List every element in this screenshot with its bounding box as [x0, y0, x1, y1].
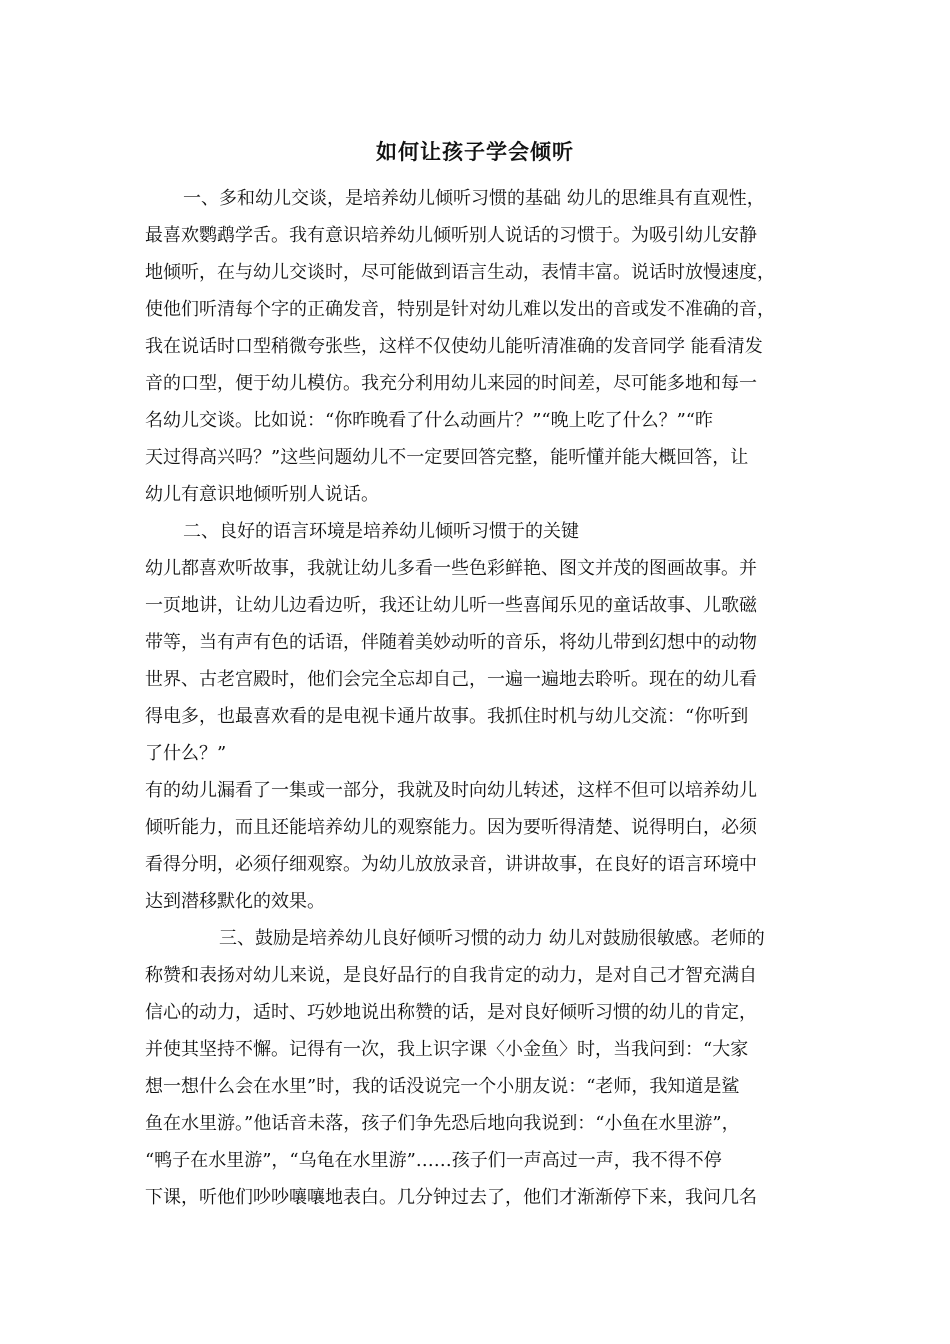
text-line: 称赞和表扬对幼儿来说，是良好品行的自我肯定的动力，是对自己才智充满自: [145, 965, 757, 986]
text-line: 一页地讲，让幼儿边看边听，我还让幼儿听一些喜闻乐见的童话故事、儿歌磁: [145, 595, 757, 616]
section-heading: 二、良好的语言环境是培养幼儿倾听习惯于的关键: [183, 521, 579, 542]
text-line: 最喜欢鹦鹉学舌。我有意识培养幼儿倾听别人说话的习惯于。为吸引幼儿安静: [145, 225, 757, 246]
section-heading: 三、鼓励是培养幼儿良好倾听习惯的动力 幼儿对鼓励很敏感。老师的: [219, 928, 765, 949]
text-line: 世界、古老宫殿时，他们会完全忘却自己，一遍一遍地去聆听。现在的幼儿看: [145, 669, 757, 690]
text-line: “鸭子在水里游”，“乌龟在水里游”……孩子们一声高过一声，我不得不停: [145, 1150, 722, 1171]
text-line: 一、多和幼儿交谈，是培养幼儿倾听习惯的基础 幼儿的思维具有直观性，: [183, 188, 765, 209]
text-line: 使他们听清每个字的正确发音，特别是针对幼儿难以发出的音或发不准确的音，: [145, 299, 775, 320]
text-line: 下课，听他们吵吵嚷嚷地表白。几分钟过去了，他们才渐渐停下来，我问几名: [145, 1187, 757, 1208]
document-title: 如何让孩子学会倾听: [376, 139, 574, 164]
text-line: 我在说话时口型稍微夸张些，这样不仅使幼儿能听清准确的发音同学 能看清发: [145, 336, 763, 357]
text-line: 名幼儿交谈。比如说：“你昨晚看了什么动画片？”“晚上吃了什么？”“昨: [145, 410, 714, 431]
text-line: 达到潜移默化的效果。: [145, 891, 325, 912]
text-line: 并使其坚持不懈。记得有一次，我上识字课〈小金鱼〉时，当我问到：“大家: [145, 1039, 749, 1060]
text-line: 地倾听，在与幼儿交谈时，尽可能做到语言生动，表情丰富。说话时放慢速度，: [145, 262, 775, 283]
text-line: 了什么？”: [145, 743, 227, 764]
text-line: 幼儿有意识地倾听别人说话。: [145, 484, 379, 505]
text-line: 倾听能力，而且还能培养幼儿的观察能力。因为要听得清楚、说得明白，必须: [145, 817, 757, 838]
text-line: 得电多，也最喜欢看的是电视卡通片故事。我抓住时机与幼儿交流：“你听到: [145, 706, 749, 727]
text-line: 信心的动力，适时、巧妙地说出称赞的话，是对良好倾听习惯的幼儿的肯定，: [145, 1002, 757, 1023]
text-line: 幼儿都喜欢听故事，我就让幼儿多看一些色彩鲜艳、图文并茂的图画故事。并: [145, 558, 757, 579]
text-line: 有的幼儿漏看了一集或一部分，我就及时向幼儿转述，这样不但可以培养幼儿: [145, 780, 757, 801]
text-line: 音的口型，便于幼儿模仿。我充分利用幼儿来园的时间差，尽可能多地和每一: [145, 373, 757, 394]
text-line: 鱼在水里游。”他话音未落，孩子们争先恐后地向我说到：“小鱼在水里游”，: [145, 1113, 740, 1134]
text-line: 看得分明，必须仔细观察。为幼儿放放录音，讲讲故事，在良好的语言环境中: [145, 854, 757, 875]
text-line: 想一想什么会在水里”时，我的话没说完一个小朋友说：“老师，我知道是鲨: [145, 1076, 740, 1097]
text-line: 带等，当有声有色的话语，伴随着美妙动听的音乐，将幼儿带到幻想中的动物: [145, 632, 757, 653]
text-line: 天过得高兴吗？”这些问题幼儿不一定要回答完整，能听懂并能大概回答，让: [145, 447, 749, 468]
